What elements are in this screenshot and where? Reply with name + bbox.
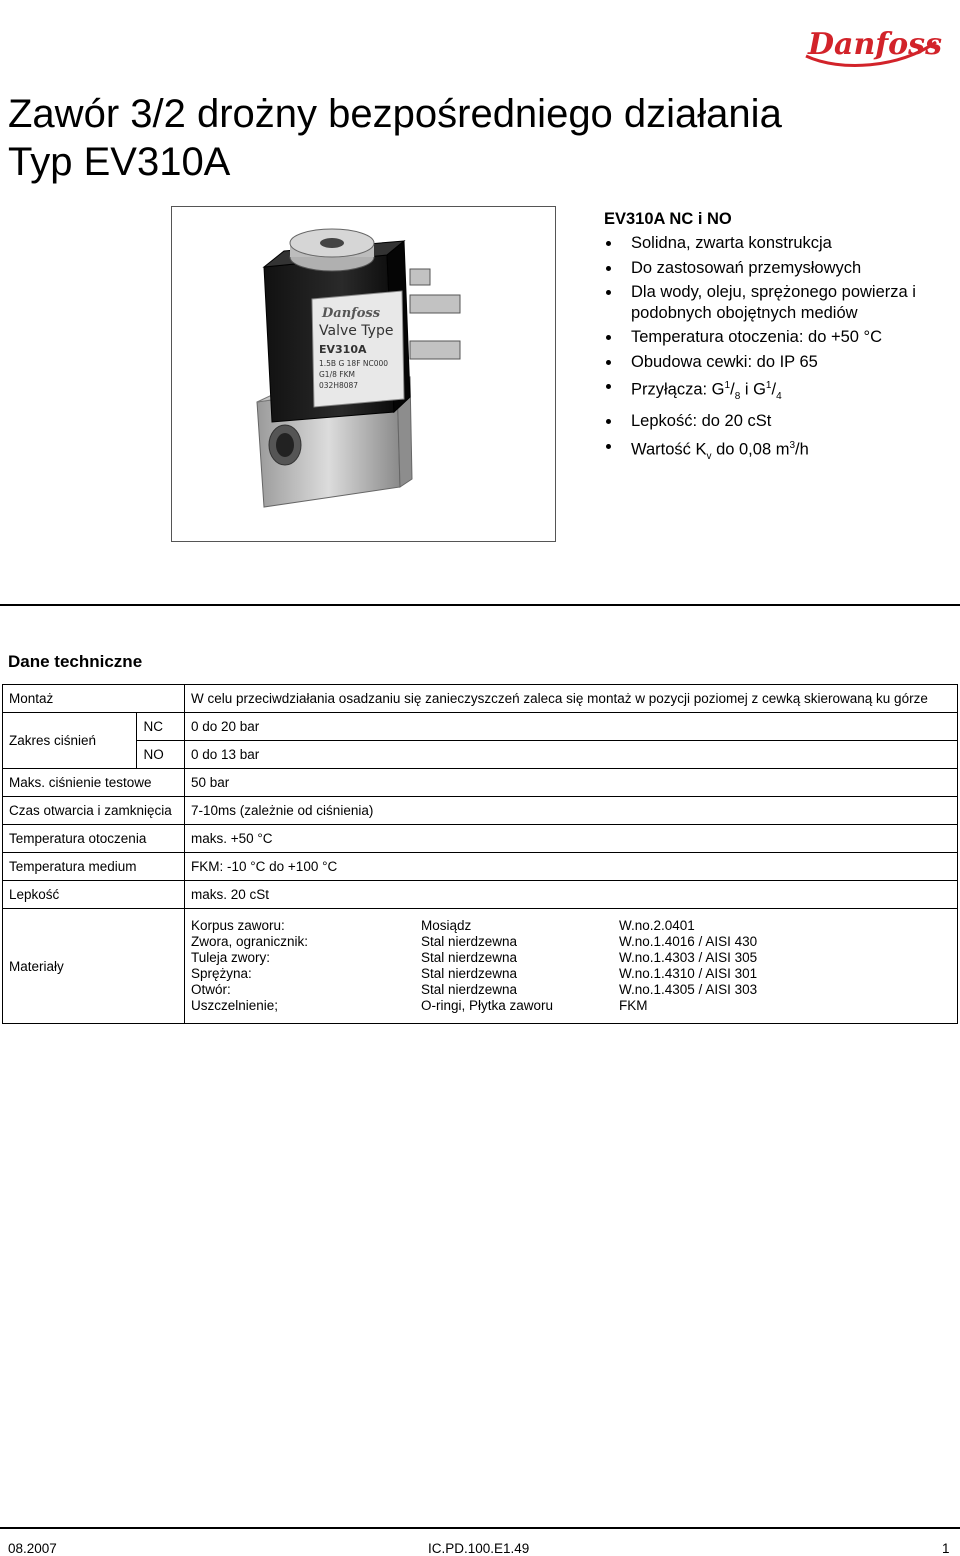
- label-line-2: G1/8 FKM: [319, 370, 355, 379]
- logo-text: Danfoss: [808, 27, 942, 62]
- material-part: Uszczelnienie;: [191, 998, 279, 1013]
- feature-heading: EV310A NC i NO: [604, 210, 732, 228]
- row-label: Temperatura otoczenia: [3, 825, 185, 853]
- table-row: [3, 909, 958, 1024]
- feature-item: Dla wody, oleju, sprężonego powierza i podobnych obojętnych mediów: [604, 282, 954, 323]
- feature-item: Lepkość: do 20 cSt: [604, 411, 954, 432]
- footer-date: 08.2007: [8, 1541, 57, 1556]
- row-label: Maks. ciśnienie testowe: [3, 769, 185, 797]
- footer-page-number: 1: [942, 1541, 950, 1556]
- label-model: EV310A: [319, 343, 367, 356]
- label-brand: Danfoss: [322, 306, 381, 321]
- row-value-materials: [185, 909, 958, 1024]
- material-code: W.no.1.4016 / AISI 430: [619, 934, 758, 949]
- title-line-1: Zawór 3/2 drożny bezpośredniego działania: [8, 92, 782, 136]
- material-part: Zwora, ogranicznik:: [191, 934, 309, 949]
- row-label: Lepkość: [3, 881, 185, 909]
- product-photo: [171, 206, 556, 542]
- feature-item: Do zastosowań przemysłowych: [604, 258, 954, 279]
- material-name: Stal nierdzewna: [421, 934, 518, 949]
- material-part: Korpus zaworu:: [191, 918, 285, 933]
- material-code: W.no.2.0401: [619, 918, 695, 933]
- footer-divider: [0, 1527, 960, 1529]
- footer-doc-code: IC.PD.100.E1.49: [428, 1541, 530, 1556]
- feature-item: Solidna, zwarta konstrukcja: [604, 233, 954, 254]
- row-value: 0 do 20 bar: [185, 713, 958, 741]
- label-line-1: 1.5B G 18F NC000: [319, 359, 389, 368]
- row-value: maks. 20 cSt: [185, 881, 958, 909]
- row-value: 0 do 13 bar: [185, 741, 958, 769]
- feature-item: Temperatura otoczenia: do +50 °C: [604, 327, 954, 348]
- row-label: Materiały: [3, 909, 185, 1024]
- material-name: Stal nierdzewna: [421, 982, 518, 997]
- row-label: Montaż: [3, 685, 185, 713]
- table-row: [3, 685, 958, 713]
- table-row: [3, 741, 958, 769]
- material-code: W.no.1.4310 / AISI 301: [619, 966, 758, 981]
- feature-list: [604, 209, 954, 471]
- danfoss-logo: [800, 12, 942, 70]
- row-value: maks. +50 °C: [185, 825, 958, 853]
- material-code: W.no.1.4303 / AISI 305: [619, 950, 758, 965]
- row-sublabel: NC: [137, 713, 185, 741]
- section-divider: [0, 604, 960, 606]
- tech-data-table: [2, 684, 958, 1024]
- material-name: Stal nierdzewna: [421, 966, 518, 981]
- materials-grid: [191, 915, 951, 1017]
- material-name: O-ringi, Płytka zaworu: [421, 998, 554, 1013]
- material-name: Mosiądz: [421, 918, 472, 933]
- title-line-2: Typ EV310A: [8, 140, 231, 184]
- valve-illustration: [172, 207, 555, 541]
- material-part: Sprężyna:: [191, 966, 252, 981]
- row-sublabel: NO: [137, 741, 185, 769]
- material-part: Otwór:: [191, 982, 231, 997]
- page-title: [8, 90, 782, 186]
- material-code: W.no.1.4305 / AISI 303: [619, 982, 758, 997]
- table-row: [3, 797, 958, 825]
- material-code: FKM: [619, 998, 648, 1013]
- row-label: Temperatura medium: [3, 853, 185, 881]
- table-row: [3, 769, 958, 797]
- label-title: Valve Type: [319, 323, 394, 339]
- material-name: Stal nierdzewna: [421, 950, 518, 965]
- table-row: [3, 853, 958, 881]
- row-label: Zakres ciśnień: [3, 713, 137, 769]
- row-value: FKM: -10 °C do +100 °C: [185, 853, 958, 881]
- table-row: [3, 825, 958, 853]
- material-part: Tuleja zwory:: [191, 950, 271, 965]
- feature-item-kv: Wartość $K_v$ do 0,08 $m^3/h$: [604, 436, 954, 467]
- row-label: Czas otwarcia i zamknięcia: [3, 797, 185, 825]
- feature-item: Obudowa cewki: do IP 65: [604, 352, 954, 373]
- table-row: [3, 881, 958, 909]
- feature-item-connections: Przyłącza: $G^1/_8$ i $G^1/_4$: [604, 376, 954, 407]
- section-title: Dane techniczne: [8, 652, 143, 671]
- label-line-3: 032H8087: [319, 381, 359, 390]
- row-value: W celu przeciwdziałania osadzaniu się zanieczyszczeń zaleca się montaż w pozycji poziomej z cewką skierowaną ku górze: [185, 685, 958, 713]
- row-value: 7-10ms (zależnie od ciśnienia): [185, 797, 958, 825]
- table-row: [3, 713, 958, 741]
- row-value: 50 bar: [185, 769, 958, 797]
